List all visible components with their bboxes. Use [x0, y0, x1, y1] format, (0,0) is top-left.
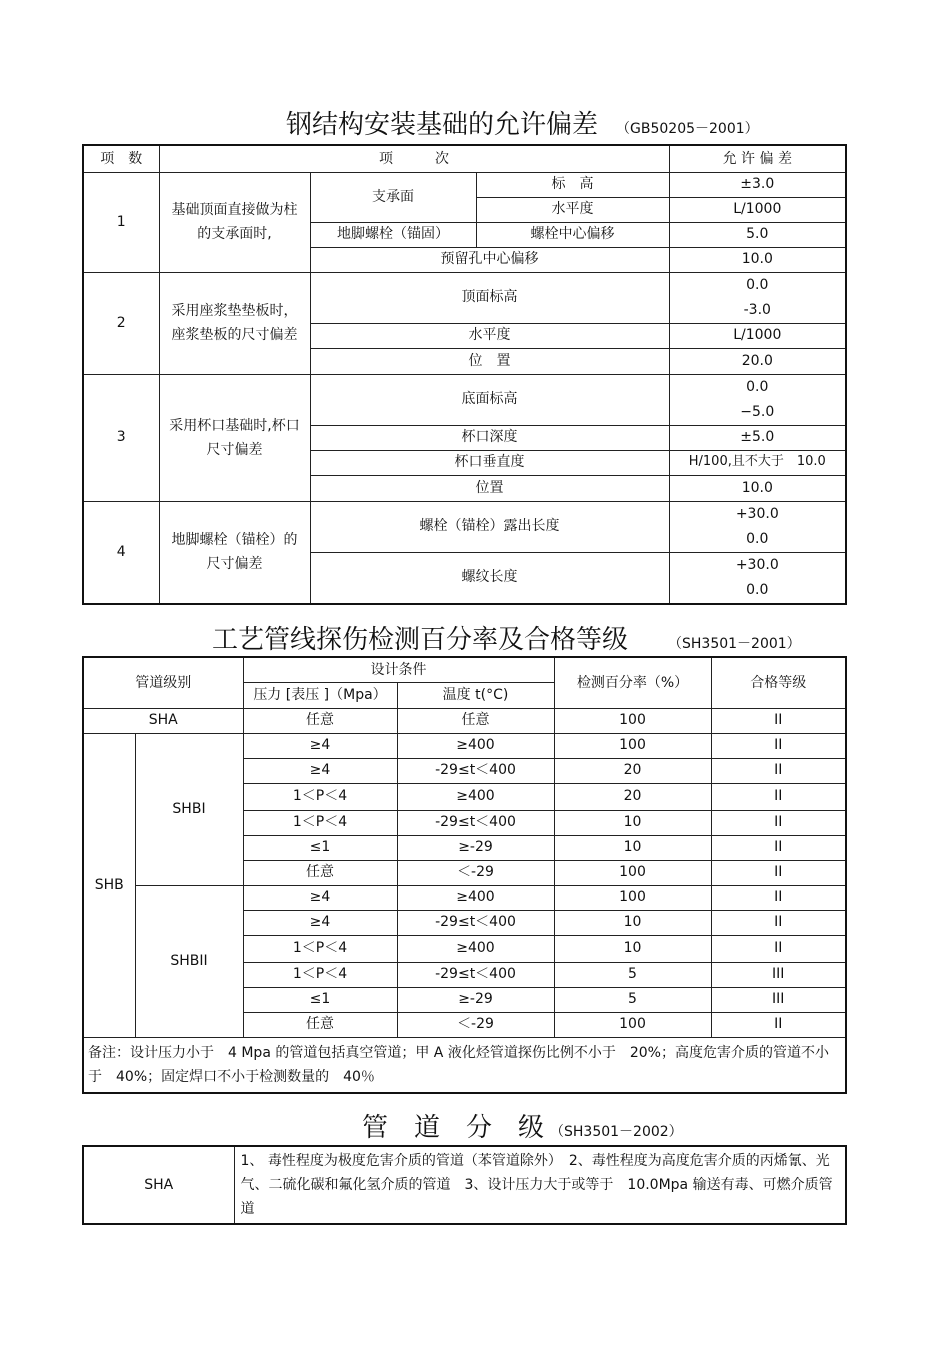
row1-hole: 预留孔中心偏移 — [310, 247, 669, 272]
shbii-level-cell: II — [711, 885, 846, 910]
shbi-percent-cell: 10 — [554, 810, 711, 835]
steel-title — [286, 104, 759, 141]
row2-top-v1: 0.0 — [746, 276, 769, 293]
shbi-temp-cell: ≥400 — [397, 733, 554, 758]
header-percent: 检测百分率（%） — [554, 657, 711, 708]
shbii-percent-cell: 10 — [554, 935, 711, 962]
row4-thread-vals — [669, 552, 846, 604]
shbii-subgrade: SHBII — [135, 885, 243, 1037]
row3-bottom-v2: −5.0 — [740, 403, 775, 420]
shb-grade: SHB — [83, 733, 135, 1037]
row1-num: 1 — [83, 172, 159, 272]
row3-num: 3 — [83, 374, 159, 501]
row2-pos-val: 20.0 — [669, 348, 846, 374]
row4-thread: 螺纹长度 — [310, 552, 669, 604]
row1-bolt-item: 螺栓中心偏移 — [476, 222, 669, 247]
pipe-title — [212, 619, 801, 656]
row3-pos-val: 10.0 — [669, 475, 846, 501]
row4-thread-v2: 0.0 — [746, 581, 769, 598]
row2-top-v2: -3.0 — [743, 301, 771, 318]
shbi-temp-cell: -29≤t＜400 — [397, 810, 554, 835]
shbii-percent-cell: 10 — [554, 910, 711, 935]
shbi-percent-cell: 20 — [554, 783, 711, 810]
row3-pos: 位置 — [310, 475, 669, 501]
pipe-title-text: 工艺管线探伤检测百分率及合格等级 — [212, 625, 629, 655]
row3-bottom-vals — [669, 374, 846, 425]
row4-thread-v1: +30.0 — [735, 556, 779, 573]
shbi-pressure-cell: ≤1 — [243, 835, 397, 860]
row3-depth: 杯口深度 — [310, 425, 669, 450]
row4-expose-v1: +30.0 — [735, 505, 779, 522]
shbi-level-cell: II — [711, 835, 846, 860]
shbii-pressure-cell: ≥4 — [243, 910, 397, 935]
shbii-temp-cell: ≥400 — [397, 935, 554, 962]
shbi-percent-cell: 100 — [554, 860, 711, 885]
header-temp: 温度 t(°C) — [397, 682, 554, 708]
sha-temp: 任意 — [397, 708, 554, 733]
row3-depth-val: ±5.0 — [669, 425, 846, 450]
row2-level: 水平度 — [310, 323, 669, 348]
row3-bottom-v1: 0.0 — [746, 378, 769, 395]
shbii-temp-cell: ＜-29 — [397, 1012, 554, 1037]
steel-code: （GB50205－2001） — [616, 121, 759, 137]
row1-level-val: L/1000 — [669, 197, 846, 222]
header-tolerance: 允 许 偏 差 — [669, 145, 846, 172]
shb-rows — [83, 733, 846, 1037]
row1-bolt: 地脚螺栓（锚固） — [310, 222, 476, 247]
shbi-temp-cell: ＜-29 — [397, 860, 554, 885]
sha-level: II — [711, 708, 846, 733]
shbi-percent-cell: 20 — [554, 758, 711, 783]
row2-level-val: L/1000 — [669, 323, 846, 348]
shbi-pressure-cell: 1＜P＜4 — [243, 783, 397, 810]
shbii-pressure-cell: ≥4 — [243, 885, 397, 910]
shbii-percent-cell: 100 — [554, 885, 711, 910]
table-row — [83, 885, 846, 910]
steel-tolerance-table — [82, 144, 847, 605]
shbi-pressure-cell: 1＜P＜4 — [243, 810, 397, 835]
shbii-temp-cell: ≥-29 — [397, 987, 554, 1012]
class-sha-desc: 1、 毒性程度为极度危害介质的管道（苯管道除外） 2、毒性程度为高度危害介质的丙烯氰、光气、二硫化碳和氟化氢介质的管道 3、设计压力大于或等于 10.0Mpa 输送有毒、可燃介质管道 — [234, 1146, 846, 1224]
header-item-no: 项 数 — [83, 145, 159, 172]
shbii-temp-cell: ≥400 — [397, 885, 554, 910]
shbii-pressure-cell: 1＜P＜4 — [243, 935, 397, 962]
row4-desc: 地脚螺栓（锚栓）的尺寸偏差 — [159, 501, 310, 604]
class-code: （SH3501－2002） — [550, 1124, 683, 1140]
shbii-pressure-cell: ≤1 — [243, 987, 397, 1012]
shbi-subgrade: SHBI — [135, 733, 243, 885]
shbi-pressure-cell: 任意 — [243, 860, 397, 885]
shbi-temp-cell: ≥400 — [397, 783, 554, 810]
shbii-temp-cell: -29≤t＜400 — [397, 962, 554, 987]
sha-percent: 100 — [554, 708, 711, 733]
shbii-level-cell: III — [711, 962, 846, 987]
row1-support: 支承面 — [310, 172, 476, 222]
shbii-pressure-cell: 1＜P＜4 — [243, 962, 397, 987]
row4-num: 4 — [83, 501, 159, 604]
row4-expose: 螺栓（锚栓）露出长度 — [310, 501, 669, 552]
header-grade: 管道级别 — [83, 657, 243, 708]
row1-bolt-val: 5.0 — [669, 222, 846, 247]
row3-vert: 杯口垂直度 — [310, 450, 669, 475]
shbii-pressure-cell: 任意 — [243, 1012, 397, 1037]
steel-title-text: 钢结构安装基础的允许偏差 — [286, 110, 599, 140]
row1-desc: 基础顶面直接做为柱的支承面时, — [159, 172, 310, 272]
row1-level: 水平度 — [476, 197, 669, 222]
class-sha: SHA — [83, 1146, 234, 1224]
shbii-level-cell: II — [711, 935, 846, 962]
row2-top-vals — [669, 272, 846, 323]
row4-expose-v2: 0.0 — [746, 530, 769, 547]
shbi-pressure-cell: ≥4 — [243, 733, 397, 758]
shbi-percent-cell: 10 — [554, 835, 711, 860]
row1-elev-val: ±3.0 — [669, 172, 846, 197]
shbi-level-cell: II — [711, 783, 846, 810]
shbii-percent-cell: 100 — [554, 1012, 711, 1037]
table-row — [83, 733, 846, 758]
shbii-level-cell: II — [711, 910, 846, 935]
shbii-level-cell: III — [711, 987, 846, 1012]
header-level: 合格等级 — [711, 657, 846, 708]
pipe-class-table — [82, 1145, 847, 1225]
shbii-percent-cell: 5 — [554, 962, 711, 987]
shbi-pressure-cell: ≥4 — [243, 758, 397, 783]
sha-pressure: 任意 — [243, 708, 397, 733]
shbi-temp-cell: -29≤t＜400 — [397, 758, 554, 783]
header-design: 设计条件 — [243, 657, 554, 682]
shbi-level-cell: II — [711, 860, 846, 885]
row2-num: 2 — [83, 272, 159, 374]
shbii-percent-cell: 5 — [554, 987, 711, 1012]
shbi-temp-cell: ≥-29 — [397, 835, 554, 860]
header-pressure: 压力 [表压 ]（Mpa） — [243, 682, 397, 708]
pipe-code: （SH3501－2001） — [668, 636, 801, 652]
row3-vert-val: H/100,且不大于 10.0 — [669, 450, 846, 475]
class-title — [362, 1107, 683, 1144]
shbi-level-cell: II — [711, 733, 846, 758]
sha-grade: SHA — [83, 708, 243, 733]
shbii-level-cell: II — [711, 1012, 846, 1037]
row2-desc: 采用座浆垫垫板时，座浆垫板的尺寸偏差 — [159, 272, 310, 374]
shbi-level-cell: II — [711, 758, 846, 783]
row3-bottom: 底面标高 — [310, 374, 669, 425]
pipe-inspection-table — [82, 656, 847, 1094]
row4-expose-vals — [669, 501, 846, 552]
row1-hole-val: 10.0 — [669, 247, 846, 272]
shbi-level-cell: II — [711, 810, 846, 835]
header-item: 项 次 — [159, 145, 669, 172]
pipe-note: 备注：设计压力小于 4 Mpa 的管道包括真空管道；甲 A 液化烃管道探伤比例不小于 20%；高度危害介质的管道不小于 40%；固定焊口不小于检测数量的 40％ — [83, 1037, 846, 1093]
row3-desc: 采用杯口基础时,杯口尺寸偏差 — [159, 374, 310, 501]
row2-pos: 位 置 — [310, 348, 669, 374]
row1-elev: 标 高 — [476, 172, 669, 197]
shbi-percent-cell: 100 — [554, 733, 711, 758]
class-title-text: 管 道 分 级 — [362, 1113, 545, 1143]
shbii-temp-cell: -29≤t＜400 — [397, 910, 554, 935]
row2-top: 顶面标高 — [310, 272, 669, 323]
